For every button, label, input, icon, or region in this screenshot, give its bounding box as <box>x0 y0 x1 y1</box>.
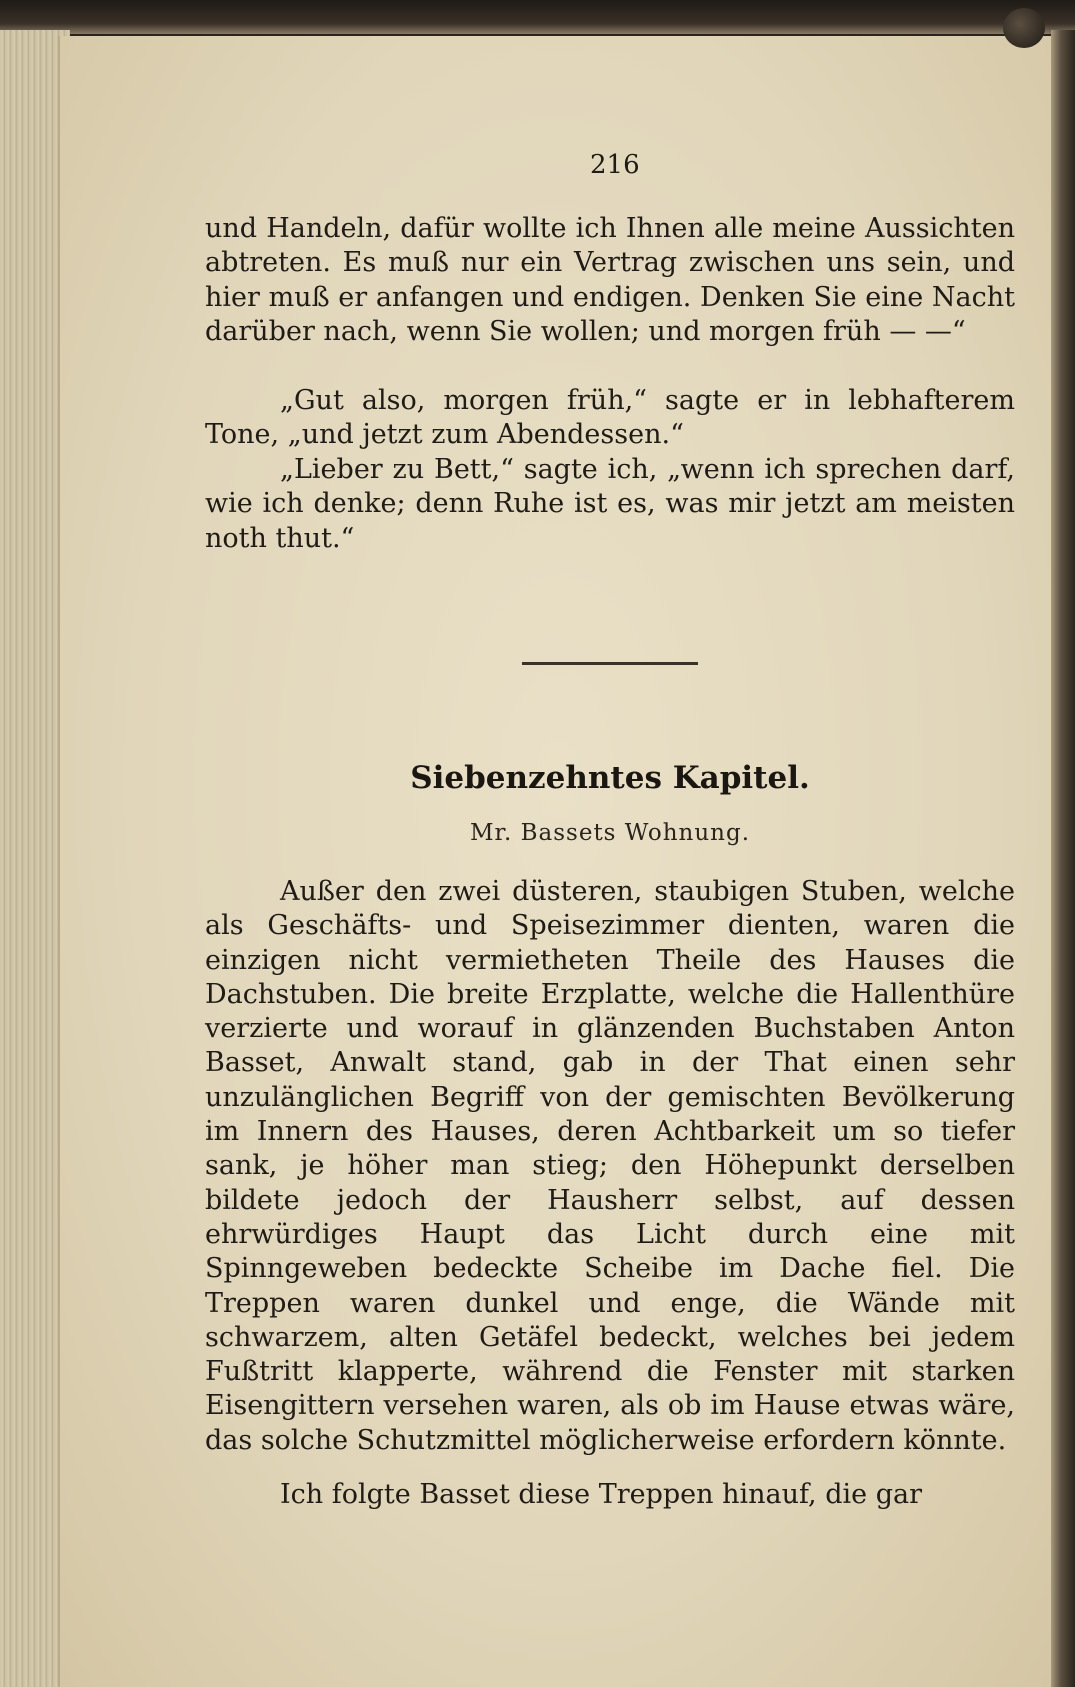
paragraph: „Gut also, morgen früh,“ sagte er in lebhafterem Tone, „und jetzt zum Abendessen.“ <box>205 385 1015 451</box>
book-cover-edge <box>0 0 1075 34</box>
paragraph: und Handeln, dafür wollte ich Ihnen alle meine Aussichten abtreten. Es muß nur ein Vertrag zwischen uns sein, und hier muß er anfangen und endigen. Denken Sie eine Nacht darüber nach, wenn Sie wollen; und morgen früh — —“ <box>205 213 1015 347</box>
paragraph: „Lieber zu Bett,“ sagte ich, „wenn ich sprechen darf, wie ich denke; denn Ruhe ist es, was mir jetzt am meisten noth thut.“ <box>205 454 1015 554</box>
book-clasp-icon <box>1003 8 1045 48</box>
book-binding-edge <box>1051 30 1075 1687</box>
page-number: 216 <box>590 150 640 180</box>
paragraph: Ich folgte Basset diese Treppen hinauf, die gar <box>280 1479 922 1510</box>
chapter-subtitle: Mr. Bassets Wohnung. <box>469 820 751 846</box>
chapter-title: Siebenzehntes Kapitel. <box>410 760 810 796</box>
section-divider <box>522 662 698 665</box>
paragraph: Außer den zwei düsteren, staubigen Stuben, welche als Geschäfts- und Speisezimmer dienten, waren die einzigen nicht vermietheten Theile des Hauses die Dachstuben. Die breite Erzplatte, welche die Hallenthüre verzierte und worauf in glänzenden Buchstaben Anton Basset, Anwalt stand, gab in der That einen sehr unzulänglichen Begriff von der gemischten Bevölkerung im Innern des Hauses, deren Achtbarkeit um so tiefer sank, je höher man stieg; den Höhepunkt derselben bildete jedoch der Hausherr selbst, auf dessen ehrwürdiges Haupt das Licht durch eine mit Spinngeweben bedeckte Scheibe im Dache fiel. Die Treppen waren dunkel und enge, die Wände mit schwarzem, alten Getäfel bedeckt, welches bei jedem Fußtritt klapperte, während die Fenster mit starken Eisengittern versehen waren, als ob im Hause etwas wäre, das solche Schutzmittel möglicherweise erfordern könnte. <box>205 876 1015 1456</box>
